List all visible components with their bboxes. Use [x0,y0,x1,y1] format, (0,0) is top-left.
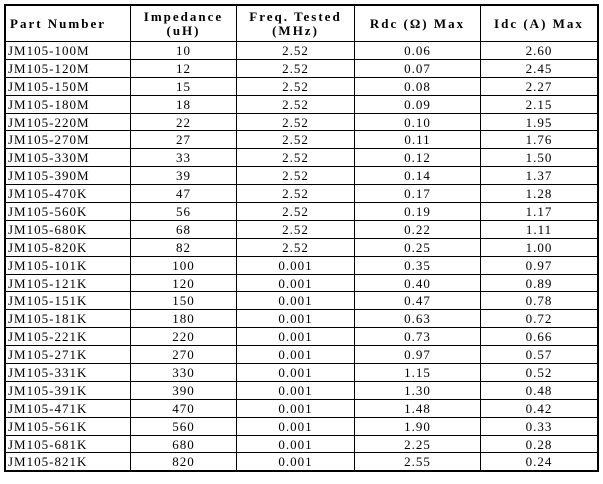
cell-freq-tested: 2.52 [237,185,355,203]
cell-part-number: JM105-151K [6,292,131,310]
cell-part-number: JM105-121K [6,274,131,292]
table-header [6,6,598,42]
cell-impedance: 180 [131,310,237,328]
cell-idc-max: 2.60 [481,42,598,60]
table-row [6,310,598,328]
cell-freq-tested: 2.52 [237,238,355,256]
cell-part-number: JM105-470K [6,185,131,203]
cell-rdc-max: 0.09 [355,95,481,113]
table-row [6,364,598,382]
cell-rdc-max: 0.35 [355,256,481,274]
cell-rdc-max: 0.63 [355,310,481,328]
cell-part-number: JM105-471K [6,399,131,417]
cell-part-number: JM105-561K [6,417,131,435]
table-row [6,381,598,399]
cell-part-number: JM105-270M [6,131,131,149]
table-row [6,435,598,453]
cell-impedance: 120 [131,274,237,292]
cell-idc-max: 0.42 [481,399,598,417]
cell-impedance: 100 [131,256,237,274]
cell-rdc-max: 0.11 [355,131,481,149]
cell-rdc-max: 0.19 [355,203,481,221]
cell-freq-tested: 2.52 [237,113,355,131]
cell-rdc-max: 1.30 [355,381,481,399]
table-row [6,328,598,346]
cell-impedance: 560 [131,417,237,435]
cell-part-number: JM105-560K [6,203,131,221]
cell-rdc-max: 0.47 [355,292,481,310]
table-body [6,42,598,471]
header-freq-tested [237,6,355,42]
header-rdc-max [355,6,481,42]
cell-part-number: JM105-271K [6,346,131,364]
cell-impedance: 680 [131,435,237,453]
cell-idc-max: 0.66 [481,328,598,346]
cell-rdc-max: 1.15 [355,364,481,382]
cell-freq-tested: 0.001 [237,435,355,453]
cell-part-number: JM105-821K [6,453,131,471]
cell-idc-max: 0.78 [481,292,598,310]
cell-part-number: JM105-180M [6,95,131,113]
cell-impedance: 39 [131,167,237,185]
cell-idc-max: 1.11 [481,220,598,238]
cell-idc-max: 2.27 [481,77,598,95]
table-row [6,346,598,364]
cell-freq-tested: 2.52 [237,203,355,221]
cell-impedance: 22 [131,113,237,131]
cell-idc-max: 0.97 [481,256,598,274]
cell-rdc-max: 1.48 [355,399,481,417]
cell-part-number: JM105-330M [6,149,131,167]
cell-part-number: JM105-120M [6,59,131,77]
cell-freq-tested: 0.001 [237,328,355,346]
cell-part-number: JM105-681K [6,435,131,453]
cell-part-number: JM105-390M [6,167,131,185]
cell-impedance: 27 [131,131,237,149]
cell-impedance: 18 [131,95,237,113]
cell-freq-tested: 2.52 [237,149,355,167]
cell-impedance: 82 [131,238,237,256]
cell-idc-max: 1.76 [481,131,598,149]
header-idc-label: Idc (A) Max [494,15,584,31]
table-row [6,203,598,221]
table-row [6,399,598,417]
table-row [6,256,598,274]
cell-freq-tested: 0.001 [237,381,355,399]
cell-rdc-max: 0.08 [355,77,481,95]
header-idc-max [481,6,598,42]
cell-idc-max: 1.37 [481,167,598,185]
cell-rdc-max: 0.06 [355,42,481,60]
cell-idc-max: 2.45 [481,59,598,77]
cell-part-number: JM105-150M [6,77,131,95]
header-impedance-unit: (uH) [166,22,201,38]
cell-idc-max: 1.17 [481,203,598,221]
cell-impedance: 820 [131,453,237,471]
cell-rdc-max: 0.25 [355,238,481,256]
cell-freq-tested: 0.001 [237,346,355,364]
cell-idc-max: 0.89 [481,274,598,292]
table-row [6,149,598,167]
cell-impedance: 68 [131,220,237,238]
table-row [6,453,598,471]
cell-freq-tested: 0.001 [237,399,355,417]
cell-freq-tested: 0.001 [237,453,355,471]
cell-freq-tested: 2.52 [237,77,355,95]
cell-freq-tested: 0.001 [237,292,355,310]
header-impedance-label: Impedance [143,8,224,24]
cell-idc-max: 1.50 [481,149,598,167]
table-row [6,292,598,310]
header-freq-label: Freq. Tested [249,8,342,24]
cell-rdc-max: 0.14 [355,167,481,185]
table-row [6,59,598,77]
table-row [6,167,598,185]
cell-impedance: 47 [131,185,237,203]
table-row [6,220,598,238]
cell-freq-tested: 2.52 [237,59,355,77]
cell-idc-max: 1.00 [481,238,598,256]
cell-rdc-max: 2.25 [355,435,481,453]
table-row [6,42,598,60]
header-freq-unit: (MHz) [272,22,319,38]
cell-idc-max: 1.28 [481,185,598,203]
table-row [6,274,598,292]
cell-part-number: JM105-101K [6,256,131,274]
table-row [6,238,598,256]
cell-impedance: 15 [131,77,237,95]
cell-part-number: JM105-820K [6,238,131,256]
cell-rdc-max: 0.07 [355,59,481,77]
cell-freq-tested: 2.52 [237,220,355,238]
inductor-spec-table [5,5,598,471]
cell-rdc-max: 0.97 [355,346,481,364]
cell-impedance: 330 [131,364,237,382]
header-part-number-label: Part Number [10,15,107,31]
cell-freq-tested: 2.52 [237,42,355,60]
cell-part-number: JM105-100M [6,42,131,60]
table-row [6,113,598,131]
header-row [6,6,598,42]
cell-idc-max: 0.52 [481,364,598,382]
cell-idc-max: 0.48 [481,381,598,399]
cell-part-number: JM105-220M [6,113,131,131]
cell-rdc-max: 0.17 [355,185,481,203]
cell-rdc-max: 0.40 [355,274,481,292]
cell-impedance: 12 [131,59,237,77]
cell-rdc-max: 1.90 [355,417,481,435]
cell-freq-tested: 0.001 [237,417,355,435]
table-row [6,131,598,149]
cell-impedance: 390 [131,381,237,399]
cell-idc-max: 2.15 [481,95,598,113]
cell-impedance: 33 [131,149,237,167]
cell-freq-tested: 0.001 [237,274,355,292]
table-row [6,77,598,95]
cell-impedance: 150 [131,292,237,310]
cell-rdc-max: 0.10 [355,113,481,131]
cell-freq-tested: 0.001 [237,310,355,328]
cell-impedance: 220 [131,328,237,346]
cell-freq-tested: 0.001 [237,256,355,274]
cell-impedance: 56 [131,203,237,221]
cell-part-number: JM105-221K [6,328,131,346]
header-impedance [131,6,237,42]
cell-impedance: 470 [131,399,237,417]
cell-freq-tested: 2.52 [237,131,355,149]
cell-idc-max: 1.95 [481,113,598,131]
cell-idc-max: 0.33 [481,417,598,435]
cell-part-number: JM105-391K [6,381,131,399]
cell-impedance: 10 [131,42,237,60]
cell-part-number: JM105-331K [6,364,131,382]
table-row [6,417,598,435]
cell-freq-tested: 0.001 [237,364,355,382]
table-row [6,185,598,203]
cell-rdc-max: 0.12 [355,149,481,167]
cell-rdc-max: 0.73 [355,328,481,346]
cell-freq-tested: 2.52 [237,95,355,113]
table-row [6,95,598,113]
cell-part-number: JM105-680K [6,220,131,238]
cell-idc-max: 0.24 [481,453,598,471]
cell-freq-tested: 2.52 [237,167,355,185]
cell-idc-max: 0.28 [481,435,598,453]
cell-part-number: JM105-181K [6,310,131,328]
header-rdc-label: Rdc (Ω) Max [369,15,466,31]
cell-idc-max: 0.72 [481,310,598,328]
cell-impedance: 270 [131,346,237,364]
cell-rdc-max: 0.22 [355,220,481,238]
cell-rdc-max: 2.55 [355,453,481,471]
cell-idc-max: 0.57 [481,346,598,364]
header-part-number [6,6,131,42]
